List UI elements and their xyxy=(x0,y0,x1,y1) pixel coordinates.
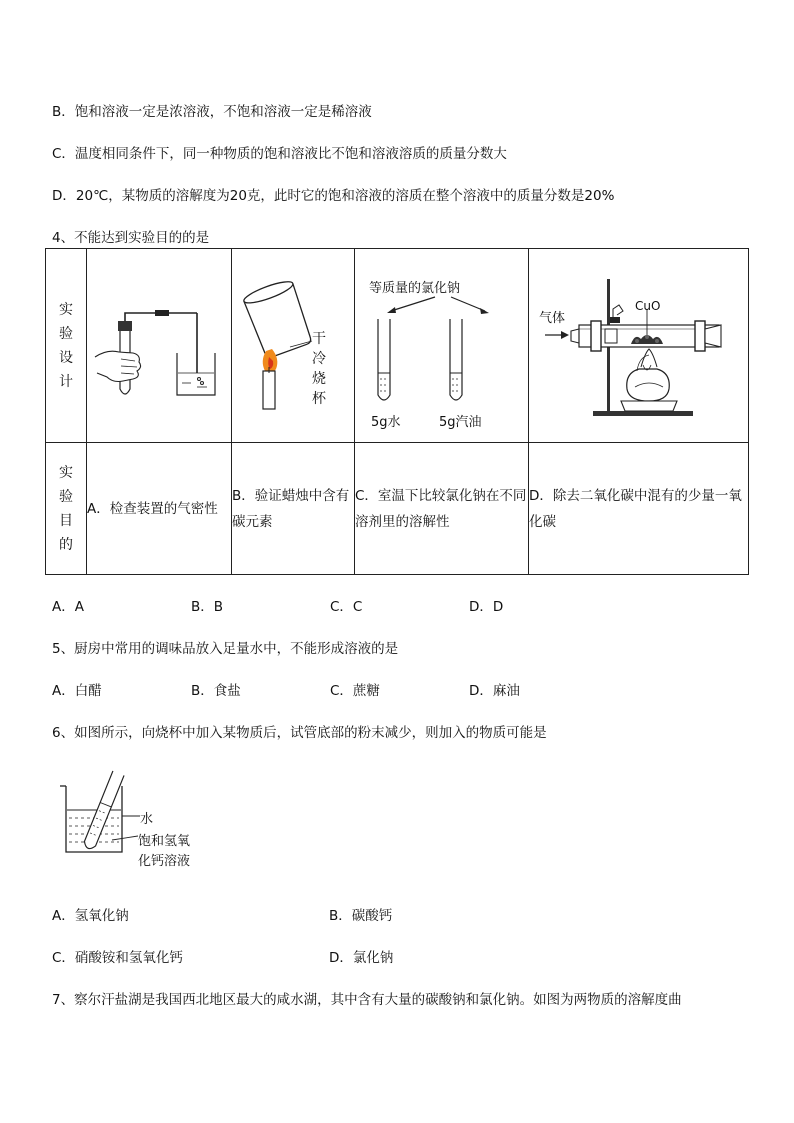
goal-d: D．除去二氧化碳中混有的少量一氧化碳 xyxy=(529,443,749,575)
gas-label: 气体 xyxy=(539,311,566,326)
saturated-solution-label-2: 化钙溶液 xyxy=(138,854,191,869)
q6-option: D．氯化钠 xyxy=(329,950,394,966)
water-label: 水 xyxy=(140,812,154,827)
q4-option: C．C xyxy=(330,599,363,615)
dry-cold-beaker-label: 干 冷 烧 杯 xyxy=(312,331,326,407)
design-a-cell xyxy=(87,249,232,443)
q3-option-b: B．饱和溶液一定是浓溶液，不饱和溶液一定是稀溶液 xyxy=(52,104,372,120)
q5-stem: 5、厨房中常用的调味品放入足量水中，不能形成溶液的是 xyxy=(52,641,399,657)
q6-stem: 6、如图所示，向烧杯中加入某物质后，试管底部的粉末减少，则加入的物质可能是 xyxy=(52,725,547,741)
q6-option: A．氢氧化钠 xyxy=(52,908,129,924)
q6-options-row2 xyxy=(52,946,606,966)
q6-options-row1 xyxy=(52,904,606,924)
water-label: 5g水 xyxy=(371,415,401,430)
q5-options xyxy=(52,679,608,699)
q5-option: D．麻油 xyxy=(469,683,520,699)
q3-option-d: D．20℃，某物质的溶解度为20克，此时它的饱和溶液的溶质在整个溶液中的质量分数是20% xyxy=(52,188,615,204)
q4-option: B．B xyxy=(191,599,224,615)
goal-c: C．室温下比较氯化钠在不同溶剂里的溶解性 xyxy=(355,443,529,575)
airtightness-apparatus-figure xyxy=(87,249,232,442)
goal-a: A．检查装置的气密性 xyxy=(87,443,232,575)
q4-stem: 4、不能达到实验目的的是 xyxy=(52,230,210,246)
experiment-table xyxy=(45,248,749,575)
q6-figure xyxy=(52,764,232,874)
q5-option: A．白醋 xyxy=(52,683,102,699)
q7-stem: 7、察尔汗盐湖是我国西北地区最大的咸水湖，其中含有大量的碳酸钠和氯化钠。如图为两物质的溶解度曲 xyxy=(52,992,682,1008)
q6-option: C．硝酸铵和氢氧化钙 xyxy=(52,950,183,966)
saturated-solution-label-1: 饱和氢氧 xyxy=(138,834,191,849)
design-d-cell xyxy=(529,249,749,443)
design-b-cell xyxy=(232,249,355,443)
q6-option: B．碳酸钙 xyxy=(329,908,393,924)
goal-b: B．验证蜡烛中含有碳元素 xyxy=(232,443,355,575)
co-removal-apparatus-figure xyxy=(529,249,749,442)
q4-option: D．D xyxy=(469,599,504,615)
gasoline-label: 5g汽油 xyxy=(439,415,482,430)
q5-option: B．食盐 xyxy=(191,683,241,699)
q4-options xyxy=(52,595,608,615)
equal-mass-nacl-label: 等质量的氯化钠 xyxy=(369,281,461,296)
design-row-header: 实 验 设 计 xyxy=(46,249,87,443)
q4-option: A．A xyxy=(52,599,84,615)
goal-row-header: 实 验 目 的 xyxy=(46,443,87,575)
candle-beaker-figure xyxy=(232,249,355,442)
design-c-cell xyxy=(355,249,529,443)
q5-option: C．蔗糖 xyxy=(330,683,380,699)
cuo-label: CuO xyxy=(635,299,661,313)
q3-option-c: C．温度相同条件下，同一种物质的饱和溶液比不饱和溶液溶质的质量分数大 xyxy=(52,146,507,162)
